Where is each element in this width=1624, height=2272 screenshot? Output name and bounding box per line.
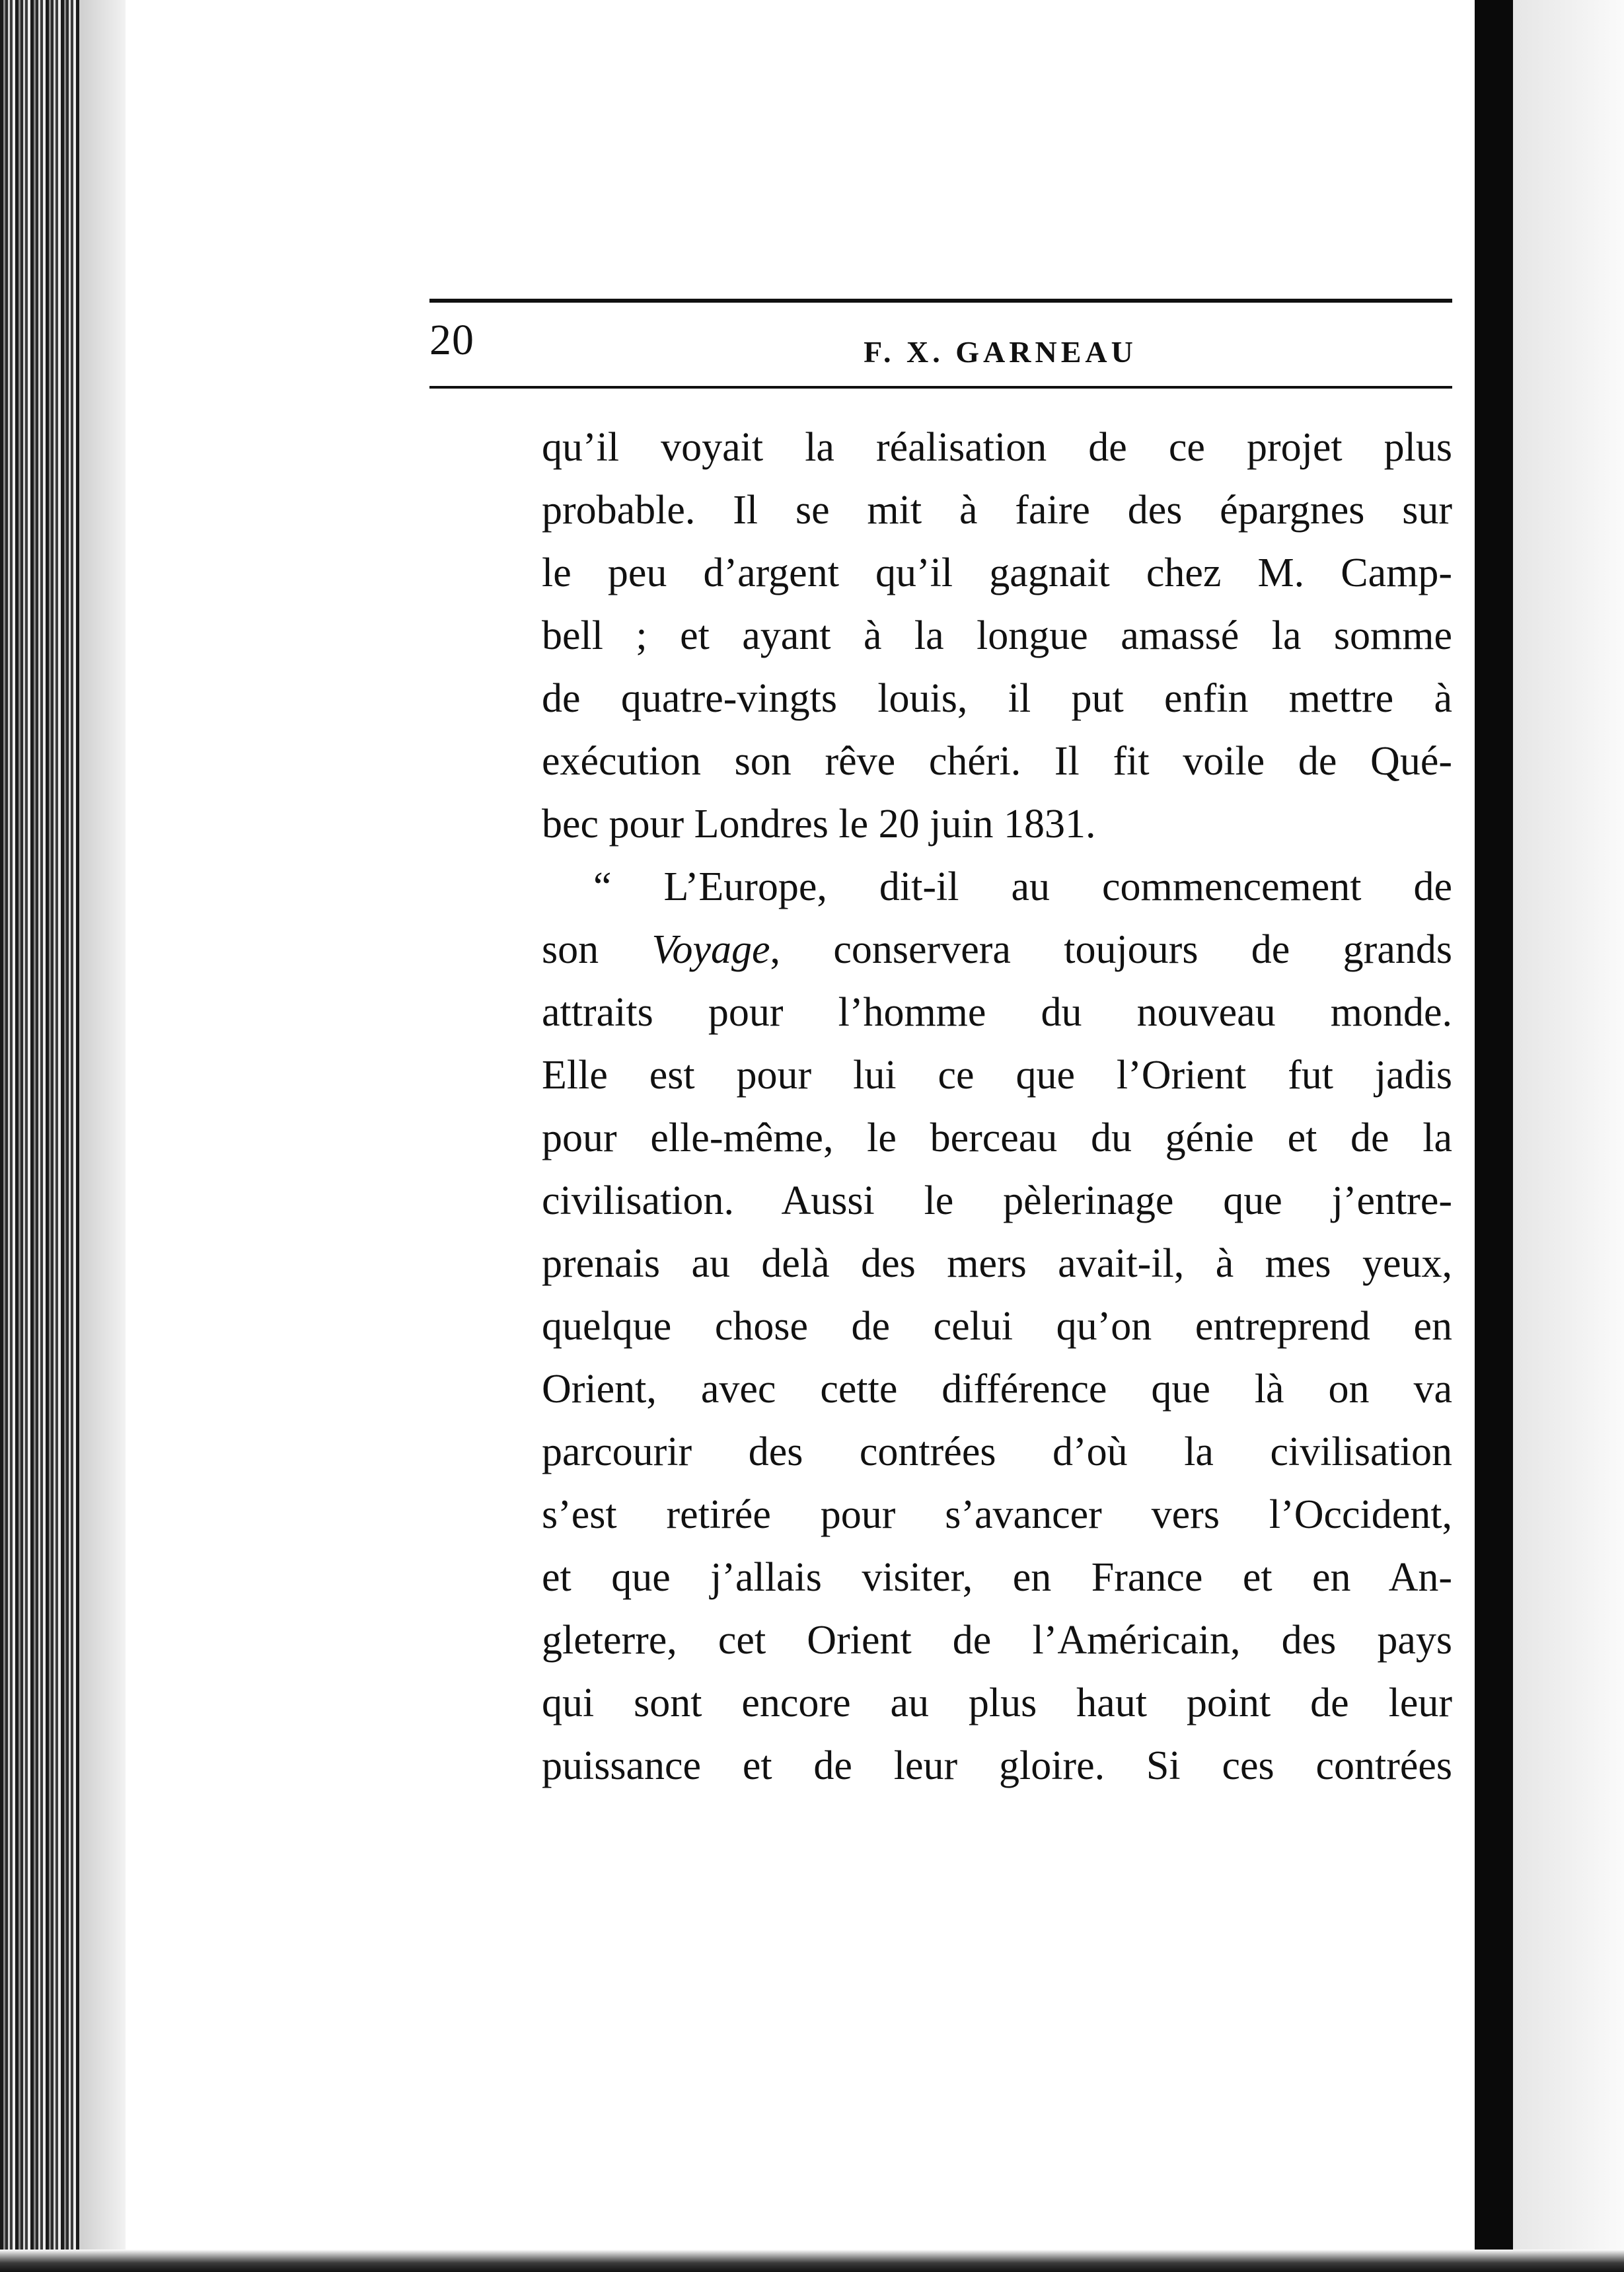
text-line: s’est retirée pour s’avancer vers l’Occident, [542, 1492, 1452, 1537]
header-rule-top [429, 299, 1452, 303]
text-line: “ L’Europe, dit-il au commencement de [593, 864, 1452, 909]
book-page [126, 0, 1475, 2250]
text-line: son Voyage, conservera toujours de grands [542, 927, 1452, 972]
text-line: qui sont encore au plus haut point de leur [542, 1681, 1452, 1725]
scan-bottom-edge [0, 2250, 1624, 2272]
text-line: et que j’allais visiter, en France et en An- [542, 1555, 1452, 1600]
text-line: pour elle-même, le berceau du génie et de la [542, 1116, 1452, 1160]
text-line: bec pour Londres le 20 juin 1831. [542, 802, 1096, 847]
running-title: F. X. GARNEAU [864, 335, 1137, 369]
text-line: puissance et de leur gloire. Si ces contrées [542, 1743, 1452, 1788]
text-line: Orient, avec cette différence que là on va [542, 1367, 1452, 1412]
binding-edge [1475, 0, 1513, 2272]
text-line: exécution son rêve chéri. Il fit voile de Qué- [542, 739, 1452, 784]
text-line: de quatre-vingts louis, il put enfin mettre à [542, 676, 1452, 721]
body-text [542, 416, 1452, 1798]
text-line: prenais au delà des mers avait-il, à mes yeux, [542, 1241, 1452, 1286]
text-line: parcourir des contrées d’où la civilisation [542, 1429, 1452, 1474]
page-number: 20 [429, 316, 474, 364]
text-line: bell ; et ayant à la longue amassé la somme [542, 613, 1452, 658]
scan-margin [1513, 0, 1624, 2272]
text-line: quelque chose de celui qu’on entreprend en [542, 1304, 1452, 1349]
text-line: gleterre, cet Orient de l’Américain, des pays [542, 1618, 1452, 1663]
text-line: attraits pour l’homme du nouveau monde. [542, 990, 1452, 1035]
text-line: Elle est pour lui ce que l’Orient fut jadis [542, 1053, 1452, 1098]
text-line: probable. Il se mit à faire des épargnes sur [542, 488, 1452, 533]
text-line: qu’il voyait la réalisation de ce projet plus [542, 425, 1452, 470]
header-rule-bottom [429, 386, 1452, 389]
book-page-edges [0, 0, 126, 2272]
running-head [429, 304, 1452, 377]
text-line: le peu d’argent qu’il gagnait chez M. Camp- [542, 550, 1452, 595]
text-line: civilisation. Aussi le pèlerinage que j’entre- [542, 1178, 1452, 1223]
